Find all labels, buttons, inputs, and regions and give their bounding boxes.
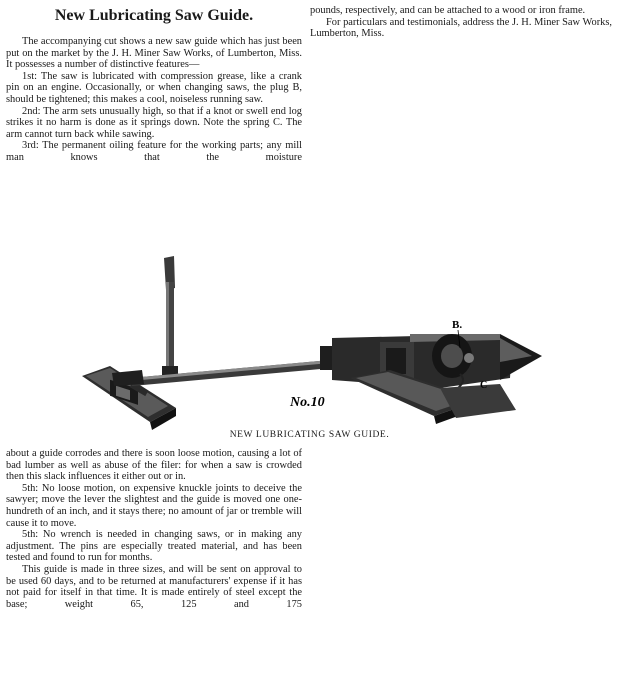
bottom-column — [6, 448, 302, 610]
weight-continuation-paragraph: pounds, respectively, and can be attached to a wood or iron frame. — [310, 5, 586, 16]
top-left-column — [6, 36, 302, 164]
contact-paragraph: For particulars and testimonials, address the J. H. Miner Saw Works, Lumberton, Miss. — [310, 16, 612, 40]
intro-paragraph: The accompanying cut shows a new saw guide which has just been put on the market by the J. H. Miner Saw Works, of Lumberton, Miss. It possesses a number of distinctive features— — [6, 36, 302, 71]
main-shaft — [112, 360, 332, 386]
saw-guide-illustration — [80, 238, 550, 430]
label-c: C — [480, 380, 488, 391]
moisture-continuation-paragraph: about a guide corrodes and there is soon loose motion, causing a lot of bad lumber as well as abuse of the filer: for when a saw is crowded then this slack influences it either out or in. — [6, 448, 302, 483]
label-b: B. — [452, 319, 463, 331]
feature-1-paragraph: 1st: The saw is lubricated with compression grease, like a crank pin on an engine. Occasionally, or when changing saws, the plug B, should be tightened; this makes a cool, noiseless running saw. — [6, 70, 302, 105]
feature-5b-paragraph: 5th: No wrench is needed in changing saws, or in making any adjustment. The pins are especially treated material, and has been tested and found to run for months. — [6, 529, 302, 564]
feature-2-paragraph: 2nd: The arm sets unusually high, so that if a knot or swell end log strikes it no harm is done as it springs down. Note the spring C. The arm cannot turn back while sawing. — [6, 105, 302, 140]
feature-3-paragraph: 3rd: The permanent oiling feature for the working parts; any mill man knows that the moisture — [6, 140, 302, 163]
feature-5a-paragraph: 5th: No loose motion, on expensive knuckle joints to deceive the sawyer; move the lever the slightest and the guide is moved one one-hundreth of an inch, and it stays there; no amount of jar or tremble will cause it to move. — [6, 482, 302, 529]
sizes-paragraph: This guide is made in three sizes, and will be sent on approval to be used 60 days, and to be returned at manufacturers' expense if it has not paid for itself in that time. It is made entirely of steel except the base; weight 65, 125 and 175 — [6, 563, 302, 610]
model-label: No.10 — [290, 395, 325, 410]
figure-caption: NEW LUBRICATING SAW GUIDE. — [229, 430, 390, 440]
article-headline: New Lubricating Saw Guide. — [54, 7, 254, 24]
top-right-column — [310, 5, 612, 40]
lever-arm — [162, 256, 178, 380]
